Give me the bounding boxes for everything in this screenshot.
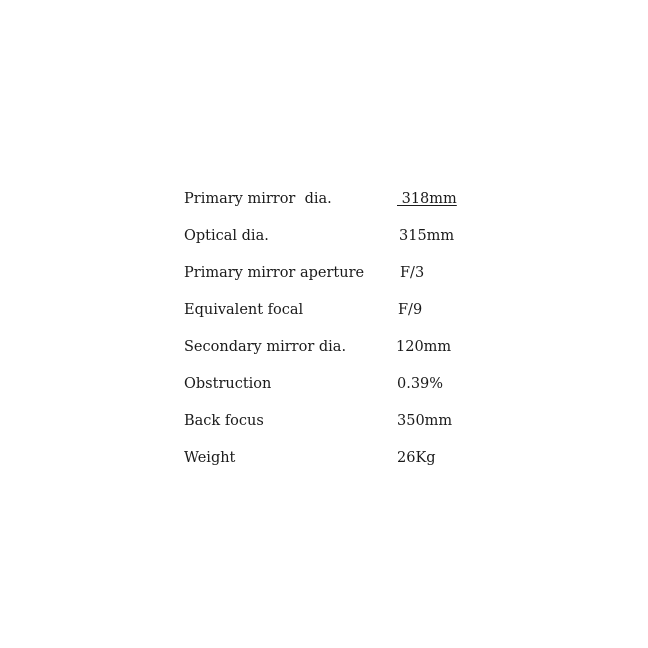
spec-value: 120mm bbox=[396, 339, 452, 355]
spec-value: F/9 bbox=[398, 302, 423, 318]
spec-label: Optical dia. bbox=[184, 228, 269, 244]
spec-label: Secondary mirror dia. bbox=[184, 339, 347, 355]
spec-row-primary-mirror-aperture bbox=[184, 262, 484, 299]
spec-label: Back focus bbox=[184, 413, 264, 429]
spec-value: 350mm bbox=[397, 413, 453, 429]
spec-value: 26Kg bbox=[397, 450, 436, 466]
spec-table bbox=[184, 188, 484, 484]
spec-label: Equivalent focal bbox=[184, 302, 304, 318]
spec-row-equivalent-focal bbox=[184, 299, 484, 336]
spec-row-obstruction bbox=[184, 373, 484, 410]
spec-value: 315mm bbox=[399, 228, 455, 244]
spec-label: Primary mirror dia. bbox=[184, 191, 332, 207]
spec-row-weight bbox=[184, 447, 484, 484]
spec-row-secondary-mirror-dia bbox=[184, 336, 484, 373]
spec-row-optical-dia bbox=[184, 225, 484, 262]
spec-label: Obstruction bbox=[184, 376, 272, 392]
spec-label: Weight bbox=[184, 450, 236, 466]
spec-value: 0.39% bbox=[397, 376, 444, 392]
spec-value: 318mm bbox=[397, 191, 457, 207]
spec-row-back-focus bbox=[184, 410, 484, 447]
spec-row-primary-mirror-dia bbox=[184, 188, 484, 225]
spec-label: Primary mirror aperture bbox=[184, 265, 365, 281]
spec-value: F/3 bbox=[400, 265, 425, 281]
